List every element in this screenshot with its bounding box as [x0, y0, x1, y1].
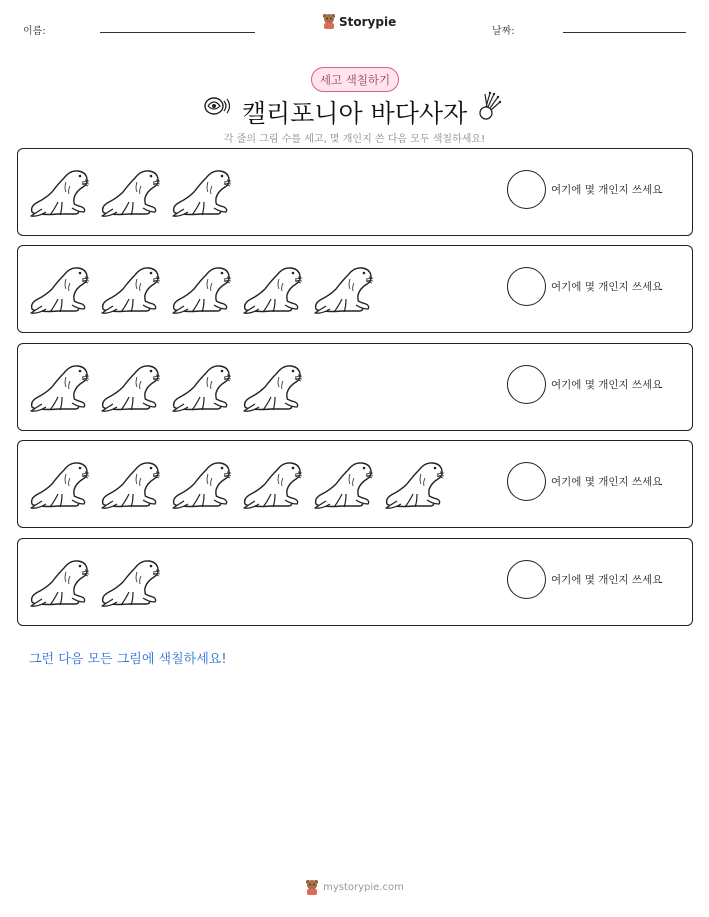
answer-circle[interactable] — [507, 365, 546, 404]
name-label: 이름: — [23, 26, 46, 37]
answer-circle[interactable] — [507, 462, 546, 501]
sea-lion-icon — [28, 162, 91, 218]
sea-lion-icon — [28, 552, 91, 608]
activity-badge: 세고 색칠하기 — [311, 67, 399, 92]
answer-circle[interactable] — [507, 170, 546, 209]
count-row-4 — [17, 440, 693, 528]
answer-circle[interactable] — [507, 267, 546, 306]
anemone-icon — [476, 89, 502, 121]
answer-label: 여기에 몇 개인지 쓰세요 — [551, 574, 663, 586]
site-footer — [0, 879, 709, 896]
seal-group — [28, 454, 446, 510]
sea-lion-icon — [28, 454, 91, 510]
sea-lion-icon — [170, 162, 233, 218]
sea-lion-icon — [383, 454, 446, 510]
count-row-2 — [17, 245, 693, 333]
brand-name: Storypie — [339, 14, 397, 29]
sea-lion-icon — [28, 259, 91, 315]
site-url: mystorypie.com — [323, 882, 404, 893]
count-row-5 — [17, 538, 693, 626]
bear-logo-icon — [322, 13, 336, 30]
sea-lion-icon — [241, 357, 304, 413]
answer-label: 여기에 몇 개인지 쓰세요 — [551, 379, 663, 391]
date-line[interactable] — [563, 32, 686, 33]
instructions: 각 줄의 그림 수를 세고, 몇 개인지 쓴 다음 모두 색칠하세요! — [223, 134, 486, 145]
brand-logo — [322, 13, 396, 30]
coloring-note: 그런 다음 모든 그림에 색칠하세요! — [29, 652, 227, 667]
sea-lion-icon — [170, 357, 233, 413]
sea-lion-icon — [99, 162, 162, 218]
sea-lion-icon — [99, 357, 162, 413]
date-label: 날짜: — [492, 26, 515, 37]
sea-lion-icon — [170, 454, 233, 510]
answer-label: 여기에 몇 개인지 쓰세요 — [551, 281, 663, 293]
sea-lion-icon — [99, 259, 162, 315]
seal-group — [28, 162, 233, 218]
seal-group — [28, 357, 304, 413]
page-title: 캘리포니아 바다사자 — [241, 99, 468, 128]
sea-lion-icon — [241, 454, 304, 510]
answer-label: 여기에 몇 개인지 쓰세요 — [551, 476, 663, 488]
sea-lion-icon — [170, 259, 233, 315]
count-row-1 — [17, 148, 693, 236]
name-line[interactable] — [100, 32, 255, 33]
seal-group — [28, 552, 162, 608]
count-row-3 — [17, 343, 693, 431]
sea-lion-icon — [99, 552, 162, 608]
bear-logo-icon — [305, 879, 319, 896]
seal-group — [28, 259, 375, 315]
sea-lion-icon — [241, 259, 304, 315]
answer-circle[interactable] — [507, 560, 546, 599]
answer-label: 여기에 몇 개인지 쓰세요 — [551, 184, 663, 196]
sea-lion-icon — [99, 454, 162, 510]
sea-lion-icon — [312, 454, 375, 510]
sea-lion-icon — [28, 357, 91, 413]
sea-lion-icon — [312, 259, 375, 315]
